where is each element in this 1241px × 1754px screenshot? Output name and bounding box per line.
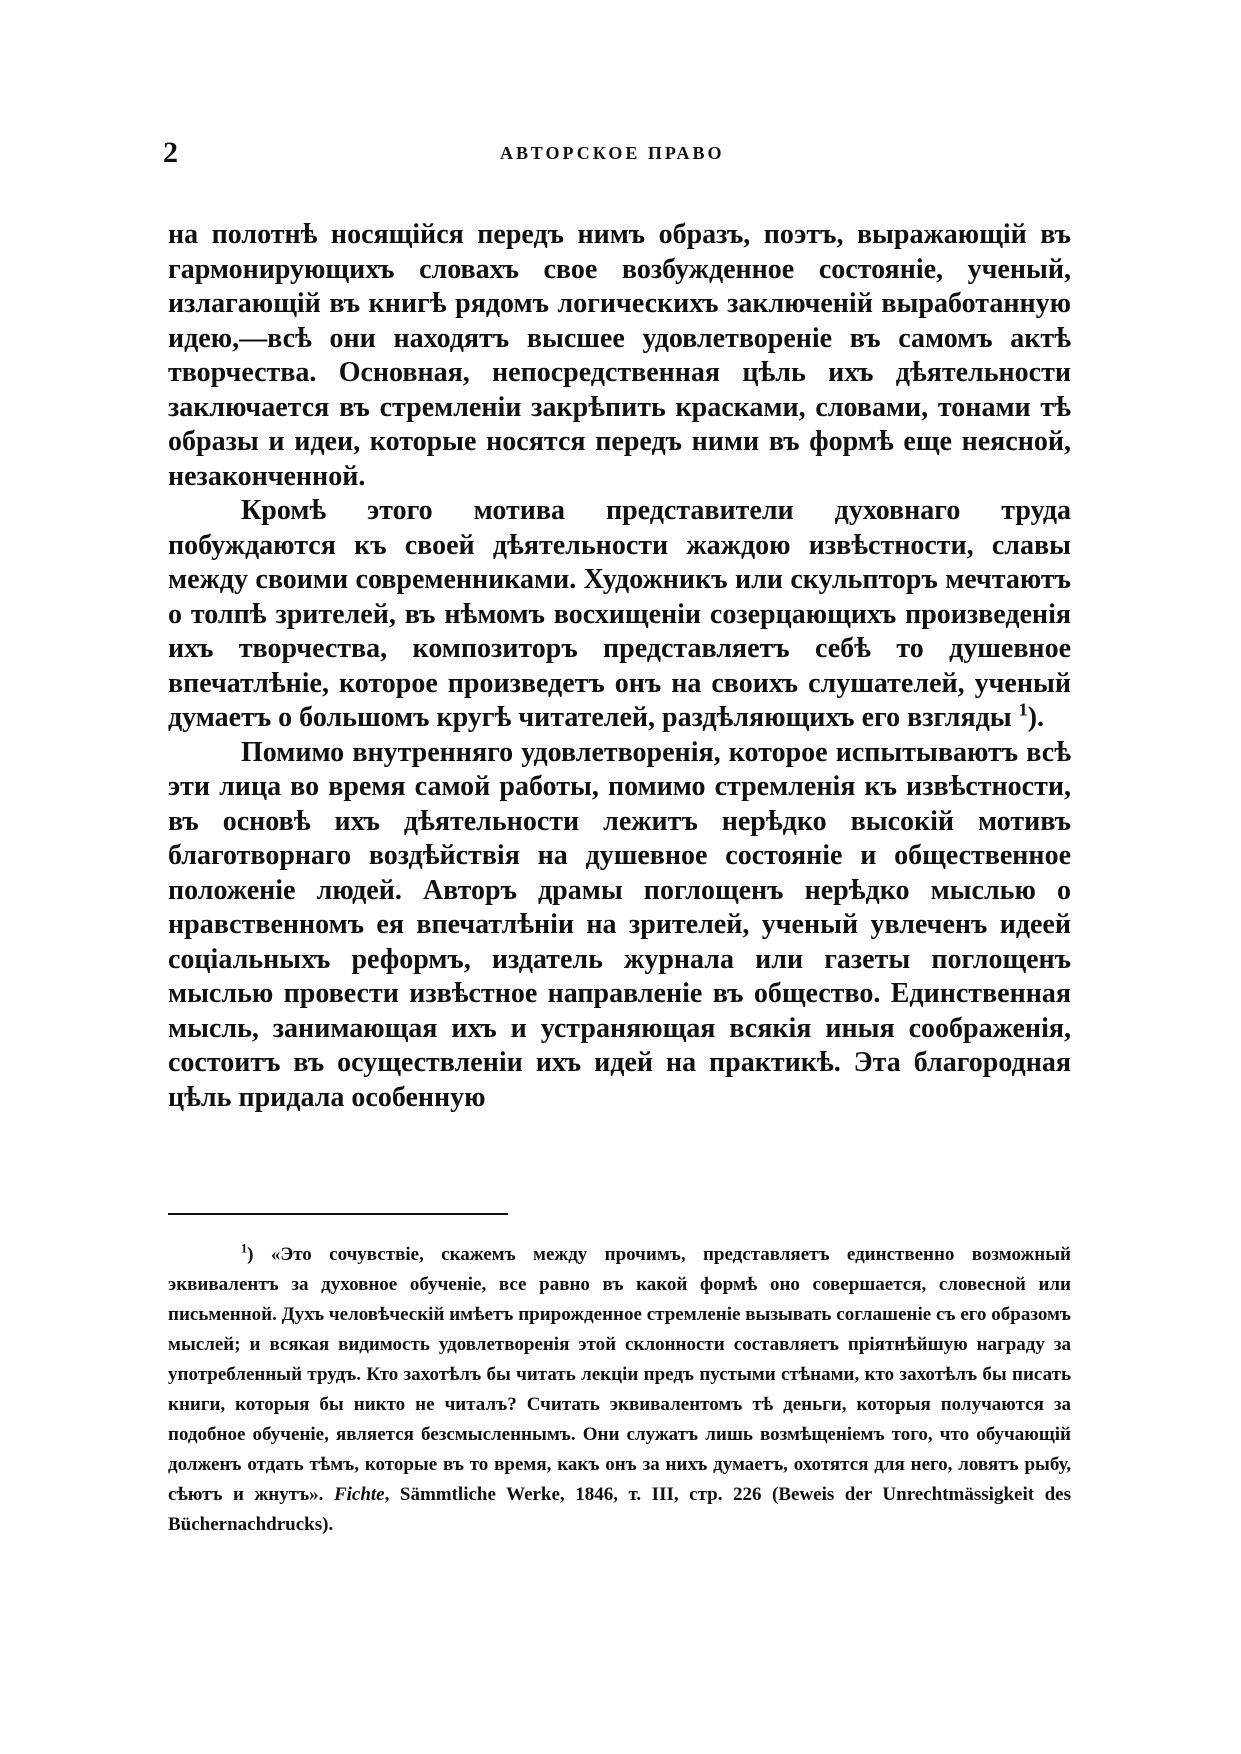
- running-title: АВТОРСКОЕ ПРАВО: [500, 143, 725, 163]
- footnote-reference: 1: [1018, 699, 1028, 720]
- footnote-author: Fichte: [333, 1484, 385, 1505]
- paragraph: [168, 494, 1071, 736]
- page-number: 2: [163, 136, 178, 169]
- footnote-citation: , Sämmtliche Werke, 1846, т. III, стр. 226 (Beweis der Unrechtmässigkeit des Büchernachdrucks).: [168, 1484, 1071, 1535]
- paragraph-text: Кромѣ этого мотива представители духовнаго труда побуждаются къ своей дѣятельности жаждою извѣстности, славы между своими современниками. Художникъ или скульпторъ мечтаютъ о толпѣ зрителей, въ нѣмомъ восхищеніи созерцающихъ произведенія ихъ творчества, композиторъ представляетъ себѣ то душевное впечатлѣніе, которое произведетъ онъ на своихъ слушателей, ученый думаетъ о большомъ кругѣ читателей, раздѣляющихъ его взгляды: [168, 495, 1071, 733]
- footnote-mark-close: ): [247, 1244, 254, 1265]
- paragraph-text-end: ).: [1027, 702, 1045, 733]
- footnote-mark: 1: [241, 1241, 248, 1256]
- footnote-text: «Это сочувствіе, скажемъ между прочимъ, представляетъ единственно возможный эквивалентъ за духовное обученіе, все равно въ какой формѣ оно совершается, словесной или письменной. Духъ человѣческій имѣетъ прирожденное стремленіе вызывать соглашеніе съ его образомъ мыслей; и всякая видимость удовлетворенія этой склонности составляетъ пріятнѣйшую награду за употребленный трудъ. Кто захотѣлъ бы читать лекціи предъ пустыми стѣнами, кто захотѣлъ бы писать книги, которыя бы никто не читалъ? Считать эквивалентомъ тѣ деньги, которыя получаются за подобное обученіе, является безсмысленнымъ. Они служатъ лишь возмѣщеніемъ того, что обучающій долженъ отдать тѣмъ, которые въ то время, какъ онъ за нихъ думаетъ, охотятся для него, ловятъ рыбу, сѣютъ и жнутъ».: [168, 1244, 1071, 1505]
- main-text: [168, 218, 1071, 1115]
- paragraph: на полотнѣ носящійся передъ нимъ образъ, поэтъ, выражающій въ гармонирующихъ словахъ свое возбужденное состояніе, ученый, излагающій въ книгѣ рядомъ логическихъ заключеній выработанную идею,—всѣ они находятъ высшее удовлетвореніе въ самомъ актѣ творчества. Основная, непосредственная цѣль ихъ дѣятельности заключается въ стремленіи закрѣпить красками, словами, тонами тѣ образы и идеи, которые носятся передъ ними въ формѣ еще неясной, незаконченной.: [168, 219, 1071, 492]
- paragraph: Помимо внутренняго удовлетворенія, которое испытываютъ всѣ эти лица во время самой работы, помимо стремленія къ извѣстности, въ основѣ ихъ дѣятельности лежитъ нерѣдко высокій мотивъ благотворнаго воздѣйствія на душевное состояніе и общественное положеніе людей. Авторъ драмы поглощенъ нерѣдко мыслью о нравственномъ ея впечатлѣніи на зрителей, ученый увлеченъ идеей соціальныхъ реформъ, издатель журнала или газеты поглощенъ мыслью провести извѣстное направленіе въ общество. Единственная мысль, занимающая ихъ и устраняющая всякія иныя соображенія, состоитъ въ осуществленіи ихъ идей на практикѣ. Эта благородная цѣль придала особенную: [168, 736, 1071, 1113]
- footnote-divider: [168, 1213, 508, 1215]
- footnote: [168, 1240, 1071, 1540]
